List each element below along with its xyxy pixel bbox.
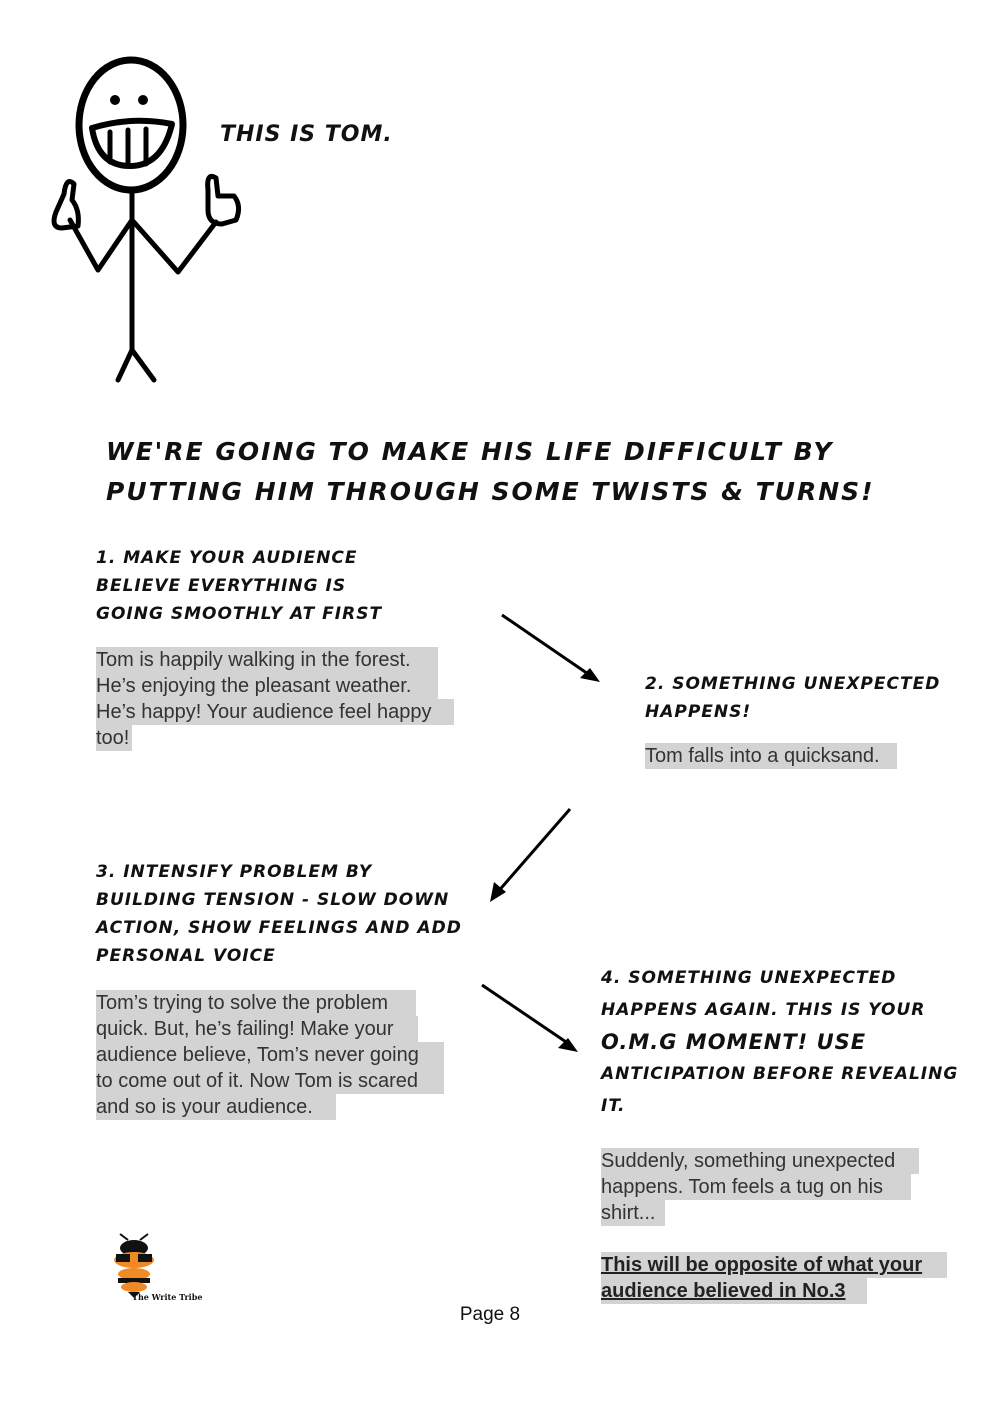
step-3-heading-line: 3. INTENSIFY PROBLEM BY: [96, 862, 373, 882]
step-3-body: [96, 990, 444, 1120]
step-1-body-line: He’s enjoying the pleasant weather.: [96, 673, 438, 699]
tom-right-arm: [132, 220, 216, 272]
headline-line-2: PUTTING HIM THROUGH SOME TWISTS & TURNS!: [106, 477, 875, 506]
step-3-body-line: audience believe, Tom’s never going: [96, 1042, 444, 1068]
step-3-heading-line: PERSONAL VOICE: [96, 946, 276, 966]
bee-logo-icon: [106, 1234, 166, 1298]
step-3-heading-line: ACTION, SHOW FEELINGS AND ADD: [96, 918, 462, 938]
arrow-step-1-to-2: [498, 612, 608, 692]
step-4-heading-line: IT.: [601, 1096, 626, 1116]
tom-left-thumb: [54, 182, 78, 228]
tom-right-thumb: [208, 177, 239, 225]
intro-caption: THIS IS TOM.: [220, 122, 393, 147]
step-4-emphasis-line: This will be opposite of what your: [601, 1252, 947, 1278]
step-1-body-line: He’s happy! Your audience feel happy: [96, 699, 454, 725]
arrow-step-3-to-4: [478, 982, 588, 1062]
step-1-heading: [96, 544, 382, 628]
arrow-step-2-to-3: [484, 806, 584, 916]
tom-legs: [118, 350, 154, 380]
step-4-heading-line: 4. SOMETHING UNEXPECTED: [601, 968, 897, 988]
step-1-body-line: Tom is happily walking in the forest.: [96, 647, 438, 673]
step-4-body: [601, 1148, 919, 1226]
step-4-body-line: shirt...: [601, 1200, 665, 1226]
step-3-body-line: quick. But, he’s failing! Make your: [96, 1016, 418, 1042]
step-4-heading-line: O.M.G MOMENT! USE: [601, 1030, 867, 1054]
step-4-heading-line: HAPPENS AGAIN. THIS IS YOUR: [601, 1000, 926, 1020]
step-1-heading-line: 1. MAKE YOUR AUDIENCE: [96, 548, 358, 568]
step-2-body: [645, 743, 897, 769]
step-1-body: [96, 647, 454, 751]
step-4-heading: [601, 962, 958, 1122]
logo-wordmark: The Write Tribe: [132, 1292, 203, 1302]
step-1-heading-line: BELIEVE EVERYTHING IS: [96, 576, 347, 596]
step-4-emphasis-line: audience believed in No.3: [601, 1278, 867, 1304]
step-2-heading: [645, 670, 940, 726]
page-number: Page 8: [459, 1304, 521, 1325]
step-4-heading-line: ANTICIPATION BEFORE REVEALING: [601, 1064, 959, 1084]
headline: [106, 432, 875, 512]
headline-line-1: WE'RE GOING TO MAKE HIS LIFE DIFFICULT BY: [106, 437, 834, 466]
step-2-heading-line: HAPPENS!: [645, 702, 752, 722]
step-2-body-line: Tom falls into a quicksand.: [645, 743, 897, 769]
tom-stick-figure-illustration: [40, 50, 260, 390]
write-tribe-logo: [106, 1234, 216, 1310]
step-2-heading-line: 2. SOMETHING UNEXPECTED: [645, 674, 941, 694]
step-1-body-line: too!: [96, 725, 132, 751]
step-4-emphasis: [601, 1252, 947, 1304]
step-1-heading-line: GOING SMOOTHLY AT FIRST: [96, 604, 383, 624]
step-3-body-line: and so is your audience.: [96, 1094, 336, 1120]
step-3-body-line: Tom’s trying to solve the problem: [96, 990, 416, 1016]
step-4-body-line: Suddenly, something unexpected: [601, 1148, 919, 1174]
tom-grin: [92, 121, 172, 166]
step-3-heading: [96, 858, 462, 970]
step-3-heading-line: BUILDING TENSION - SLOW DOWN: [96, 890, 450, 910]
step-3-body-line: to come out of it. Now Tom is scared: [96, 1068, 444, 1094]
step-4-body-line: happens. Tom feels a tug on his: [601, 1174, 911, 1200]
